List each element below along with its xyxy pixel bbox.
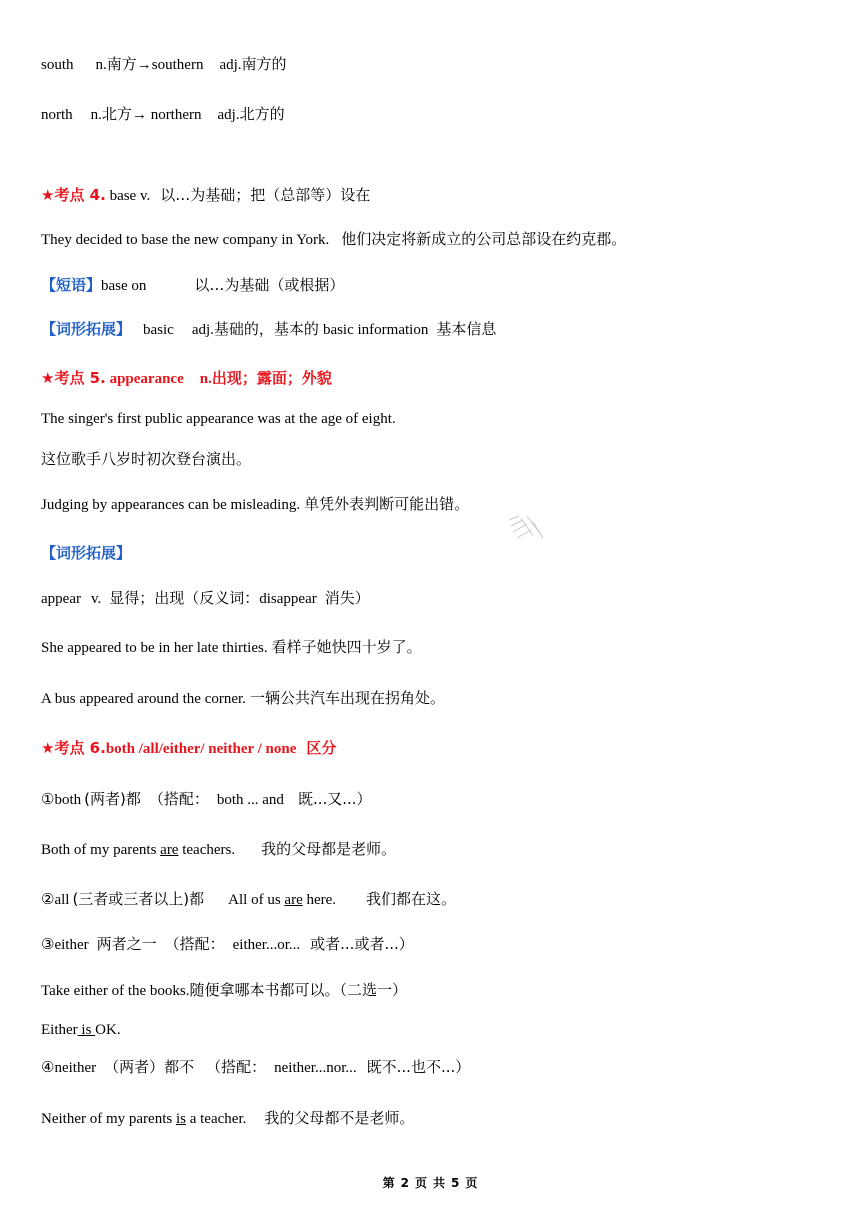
footer-text: 页 — [465, 1176, 478, 1190]
word-line-south — [41, 54, 287, 75]
arrow: → — [136, 57, 152, 73]
example-en-end: here. — [302, 892, 337, 908]
example-cn: 这位歌手八岁时初次登台演出。 — [41, 450, 252, 468]
watermark-icon — [505, 512, 545, 542]
word-en: appear — [41, 591, 81, 607]
ext-cn: 基础的，基本的 — [213, 320, 319, 338]
pos: n. — [95, 57, 107, 73]
derived-cn: 北方的 — [239, 105, 285, 123]
page-footer — [0, 1174, 860, 1191]
kaodian-6-heading — [41, 738, 336, 759]
collocation-cn: 既...又...） — [297, 790, 372, 808]
kaodian-4-heading — [41, 185, 370, 206]
kaodian-word: both /all/either/ neither / none — [105, 741, 297, 757]
derived-word: northern — [150, 107, 202, 123]
kaodian-5-heading — [41, 368, 332, 389]
example-cn: 随便拿哪本书都可以。（二选一） — [189, 981, 407, 999]
kaodian-star: ★考点 4. — [41, 186, 106, 204]
example-sentence — [41, 1108, 414, 1129]
usage-cn: （两者）都不 — [104, 1058, 195, 1076]
example-sentence — [41, 1020, 121, 1040]
arrow: → — [131, 107, 151, 123]
derived-cn: 南方的 — [241, 55, 287, 73]
usage-cn: (两者)都 — [84, 790, 141, 808]
example-translation — [41, 449, 251, 470]
phrase-cn: 以…为基础（或根据） — [194, 276, 345, 294]
example-cn: 他们决定将新成立的公司总部设在约克郡。 — [341, 230, 627, 248]
total-pages: 5 — [451, 1176, 460, 1190]
pos: v. — [90, 591, 102, 607]
item-number: ② — [41, 892, 55, 908]
usage-word: either — [54, 937, 89, 953]
ext-phrase: basic information — [322, 322, 429, 338]
example-en-end: teachers. — [178, 842, 236, 858]
collocation-label: （搭配： — [206, 1058, 267, 1076]
kaodian-pos: n. — [199, 371, 212, 387]
phrase-label: 【短语】 — [41, 276, 102, 294]
example-en: Both of my parents — [41, 842, 161, 858]
pos2: adj. — [217, 107, 240, 123]
example-sentence — [41, 688, 445, 709]
word-en: north — [41, 107, 73, 123]
kaodian-meaning: 以…为基础；把（总部等）设在 — [160, 186, 371, 204]
underlined-verb: is — [77, 1022, 96, 1038]
ext-pos: adj. — [191, 322, 214, 338]
usage-either — [41, 934, 414, 955]
kaodian-meaning: 区分 — [306, 739, 337, 757]
collocation-label: （搭配： — [148, 790, 209, 808]
kaodian-word: base v. — [105, 188, 151, 204]
item-number: ① — [41, 792, 55, 808]
example-en: The singer's first public appearance was at the age of eight. — [41, 411, 396, 427]
word-cn: 南方 — [106, 55, 137, 73]
pos: n. — [90, 107, 102, 123]
phrase-line — [41, 275, 344, 296]
word-cn: 显得；出现（反义词： — [109, 589, 260, 607]
ext-phrase-cn: 基本信息 — [436, 320, 497, 338]
example-en: They decided to base the new company in York. — [41, 232, 330, 248]
example-en: Either — [41, 1022, 78, 1038]
usage-word: neither — [54, 1060, 97, 1076]
footer-text: 共 — [433, 1176, 446, 1190]
example-sentence — [41, 409, 396, 429]
page-number: 2 — [400, 1176, 409, 1190]
usage-cn: 两者之一 — [96, 935, 157, 953]
underlined-verb: are — [284, 892, 303, 908]
usage-all — [41, 889, 456, 910]
collocation-en: either...or... — [232, 937, 301, 953]
word-cn: 北方 — [101, 105, 132, 123]
phrase-en: base on — [101, 278, 147, 294]
example-en-end: OK. — [95, 1022, 121, 1038]
example-en: A bus appeared around the corner. — [41, 691, 246, 707]
pos2: adj. — [219, 57, 242, 73]
kaodian-meaning: 出现；露面；外貌 — [211, 369, 332, 387]
antonym-cn: 消失） — [324, 589, 370, 607]
example-en-end: a teacher. — [185, 1111, 247, 1127]
example-sentence — [41, 637, 422, 658]
extension-line — [41, 543, 131, 564]
example-en: Neither of my parents — [41, 1111, 176, 1127]
example-cn: 单凭外表判断可能出错。 — [304, 495, 470, 513]
extension-label: 【词形拓展】 — [41, 320, 132, 338]
collocation-en: neither...nor... — [274, 1060, 357, 1076]
ext-word: basic — [143, 322, 174, 338]
example-cn: 我们都在这。 — [366, 890, 457, 908]
usage-both — [41, 789, 372, 810]
usage-neither — [41, 1057, 470, 1078]
example-en: All of us — [228, 892, 285, 908]
word-line-north — [41, 104, 285, 125]
collocation-label: （搭配： — [164, 935, 225, 953]
antonym: disappear — [259, 591, 317, 607]
item-number: ③ — [41, 937, 55, 953]
collocation-en: both ... and — [216, 792, 284, 808]
kaodian-word: appearance — [105, 371, 184, 387]
collocation-cn: 既不...也不...） — [366, 1058, 471, 1076]
example-sentence — [41, 980, 407, 1001]
derived-word: southern — [151, 57, 204, 73]
usage-word: both — [54, 792, 82, 808]
example-cn: 我的父母都不是老师。 — [264, 1109, 415, 1127]
word-en: south — [41, 57, 74, 73]
example-en: Take either of the books. — [41, 983, 190, 999]
example-cn: 我的父母都是老师。 — [261, 840, 397, 858]
usage-word: all — [54, 892, 70, 908]
example-en: She appeared to be in her late thirties. — [41, 640, 268, 656]
footer-text: 第 — [382, 1176, 395, 1190]
word-line-appear — [41, 588, 370, 609]
underlined-verb: is — [175, 1111, 186, 1127]
example-cn: 看样子她快四十岁了。 — [271, 638, 422, 656]
underlined-verb: are — [160, 842, 179, 858]
example-en: Judging by appearances can be misleading. — [41, 497, 301, 513]
example-sentence — [41, 839, 396, 860]
footer-text: 页 — [414, 1176, 427, 1190]
extension-label: 【词形拓展】 — [41, 544, 132, 562]
collocation-cn: 或者...或者...） — [310, 935, 414, 953]
extension-line — [41, 319, 496, 340]
example-sentence — [41, 229, 626, 250]
kaodian-star: ★考点 5. — [41, 369, 106, 387]
kaodian-star: ★考点 6. — [41, 739, 106, 757]
example-cn: 一辆公共汽车出现在拐角处。 — [249, 689, 445, 707]
usage-cn: (三者或三者以上)都 — [72, 890, 205, 908]
example-sentence — [41, 494, 469, 515]
item-number: ④ — [41, 1060, 55, 1076]
